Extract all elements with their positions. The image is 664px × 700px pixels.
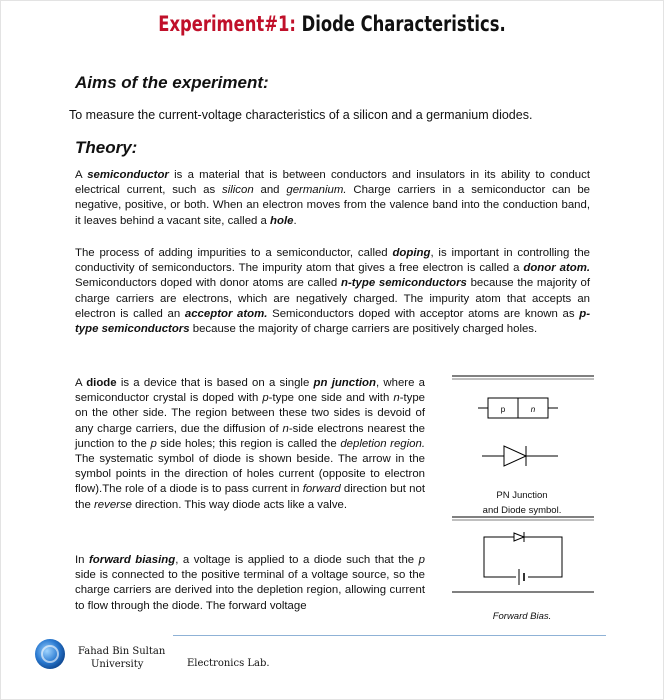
title-text: Diode Characteristics. [295,12,506,36]
lab-name: Electronics Lab. [187,658,270,669]
figure-caption-pn-junction [452,488,592,518]
university-line: University [91,659,144,670]
caption-line: PN Junction [496,490,548,501]
paragraph-diode: A diode is a device that is based on a single pn junction, where a semiconductor crystal is doped with p-type one side and with n-type on the other side. The region between these two sides is devoid of any charge carriers, due the diffusion of n-side electrons nearest the junction to the p side holes; this region is called the depletion region. The systematic symbol of diode is shown beside. The arrow in the symbol points in the direction of holes current (opposite to electron flow).The role of a diode is to pass current in forward direction but not the reverse direction. This way diode acts like a valve. [75,377,426,511]
paragraph-forward-biasing: In forward biasing, a voltage is applied to a diode such that the p side is connected to the positive terminal of a voltage source, so the charge carriers are derived into the depletion region, allowing current to flow through the diode. The forward voltage [75,554,425,612]
n-label: n [530,405,536,414]
caption-line: and Diode symbol. [482,505,562,516]
footer-divider [173,635,606,636]
forward-bias-circuit-icon [484,532,562,585]
title-prefix: Experiment#1: [158,12,296,36]
p-label: p [500,405,506,414]
university-name [78,645,165,671]
page-title [73,12,591,36]
university-line: Fahad Bin Sultan [78,646,166,657]
pn-junction-icon [478,398,558,418]
figure-caption-forward-bias: Forward Bias. [492,611,552,622]
paragraph-doping: The process of adding impurities to a semiconductor, called doping, is important in controlling the conductivity of semiconductors. The impurity atom that gives a free electron is called a donor atom. Semiconductors doped with donor atoms are called n-type semiconductors because the majority of charge carriers are electrons, which are negatively charged. The impurity atom that accepts an electron is called an acceptor atom. Semiconductors doped with acceptor atoms are known as p-type semiconductors because the majority of charge carriers are positively charged holes. [75,247,591,336]
paragraph-semiconductor: A semiconductor is a material that is between conductors and insulators in its ability to conduct electrical current, such as silicon and germanium. Charge carriers in a semiconductor can be negative, positive, or both. When an electron moves from the valence band into the conduction band, it leaves behind a vacant site, called a hole. [75,169,591,227]
aims-text: To measure the current-voltage characteristics of a silicon and a germanium diodes. [69,108,533,122]
university-logo-icon [35,639,65,669]
theory-heading: Theory: [75,138,138,157]
aims-heading: Aims of the experiment: [75,73,269,92]
diode-symbol-icon [482,446,558,466]
